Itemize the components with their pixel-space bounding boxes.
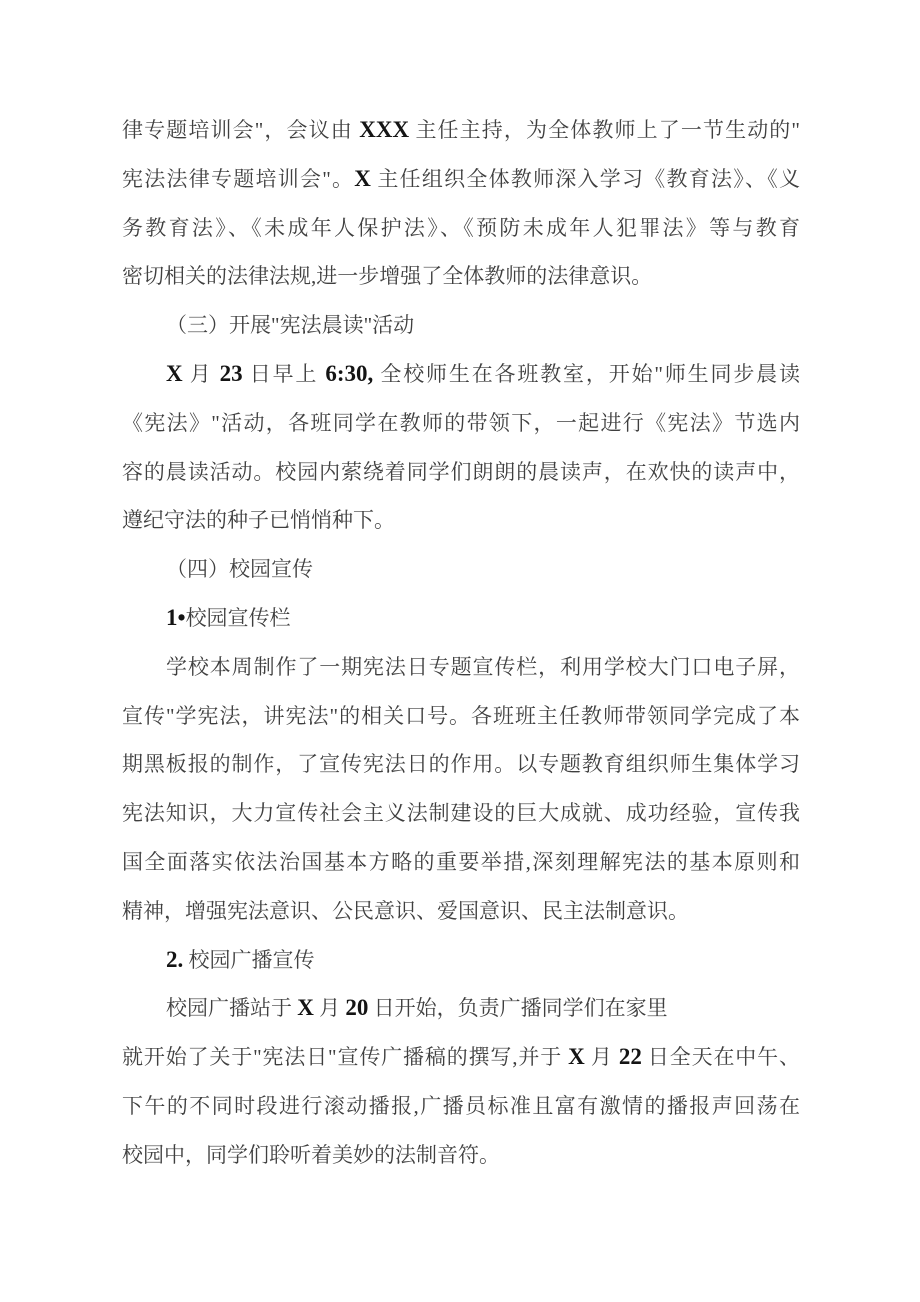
text-line: 校园中，同学们聆听着美妙的法制音符。 — [122, 1142, 500, 1167]
text-line: 密切相关的法律法规,进一步增强了全体教师的法律意识。 — [122, 264, 653, 289]
text-line: 就开始了关于"宪法日"宣传广播稿的撰写,并于 X 月 22 日全天在中午、 — [122, 1044, 800, 1070]
latin-text: 22 — [618, 1044, 642, 1070]
text-line: 律专题培训会"，会议由 XXX 主任主持，为全体教师上了一节生动的" — [122, 117, 800, 142]
text-line: 宪法知识，大力宣传社会主义法制建设的巨大成就、成功经验，宣传我 — [122, 801, 800, 826]
text-line: 《宪法》"活动，各班同学在教师的带领下，一起进行《宪法》节选内 — [122, 410, 800, 435]
text-line: （三）开展"宪法晨读"活动 — [166, 313, 415, 338]
latin-text: XXX — [359, 117, 410, 142]
text-line: 校园广播站于 X 月 20 日开始，负责广播同学们在家里 — [166, 995, 668, 1021]
latin-text: 20 — [345, 995, 369, 1021]
text-line: 学校本周制作了一期宪法日专题宣传栏，利用学校大门口电子屏， — [166, 654, 800, 679]
latin-text: X — [354, 165, 371, 191]
latin-text: 1• — [166, 604, 186, 630]
latin-text: 2. — [166, 946, 184, 972]
document-body — [122, 106, 800, 1180]
text-line: （四）校园宣传 — [166, 557, 313, 582]
text-line: 国全面落实依法治国基本方略的重要举措,深刻理解宪法的基本原则和 — [122, 849, 800, 874]
latin-text: X — [568, 1044, 585, 1070]
text-line: 务教育法》、《未成年人保护法》、《预防未成年人犯罪法》等与教育 — [122, 215, 800, 240]
text-line: 1•校园宣传栏 — [166, 604, 291, 630]
text-line: 容的晨读活动。校园内萦绕着同学们朗朗的晨读声，在欢快的读声中， — [122, 459, 800, 484]
text-line: 宣传"学宪法，讲宪法"的相关口号。各班班主任教师带领同学完成了本 — [122, 703, 800, 728]
text-line: X 月 23 日早上 6:30, 全校师生在各班教室，开始"师生同步晨读 — [166, 360, 800, 386]
latin-text: X — [297, 995, 314, 1021]
text-line: 2. 校园广播宣传 — [166, 946, 315, 972]
text-line: 精神，增强宪法意识、公民意识、爱国意识、民主法制意识。 — [122, 898, 689, 923]
latin-text: X — [166, 360, 183, 386]
latin-text: 6:30, — [325, 360, 374, 386]
text-line: 期黑板报的制作，了宣传宪法日的作用。以专题教育组织师生集体学习 — [122, 752, 800, 777]
latin-text: 23 — [219, 360, 243, 386]
text-line: 遵纪守法的种子已悄悄种下。 — [122, 508, 395, 533]
text-line: 宪法法律专题培训会"。X 主任组织全体教师深入学习《教育法》、《义 — [122, 165, 800, 191]
text-line: 下午的不同时段进行滚动播报,广播员标准且富有激情的播报声回荡在 — [122, 1093, 800, 1118]
